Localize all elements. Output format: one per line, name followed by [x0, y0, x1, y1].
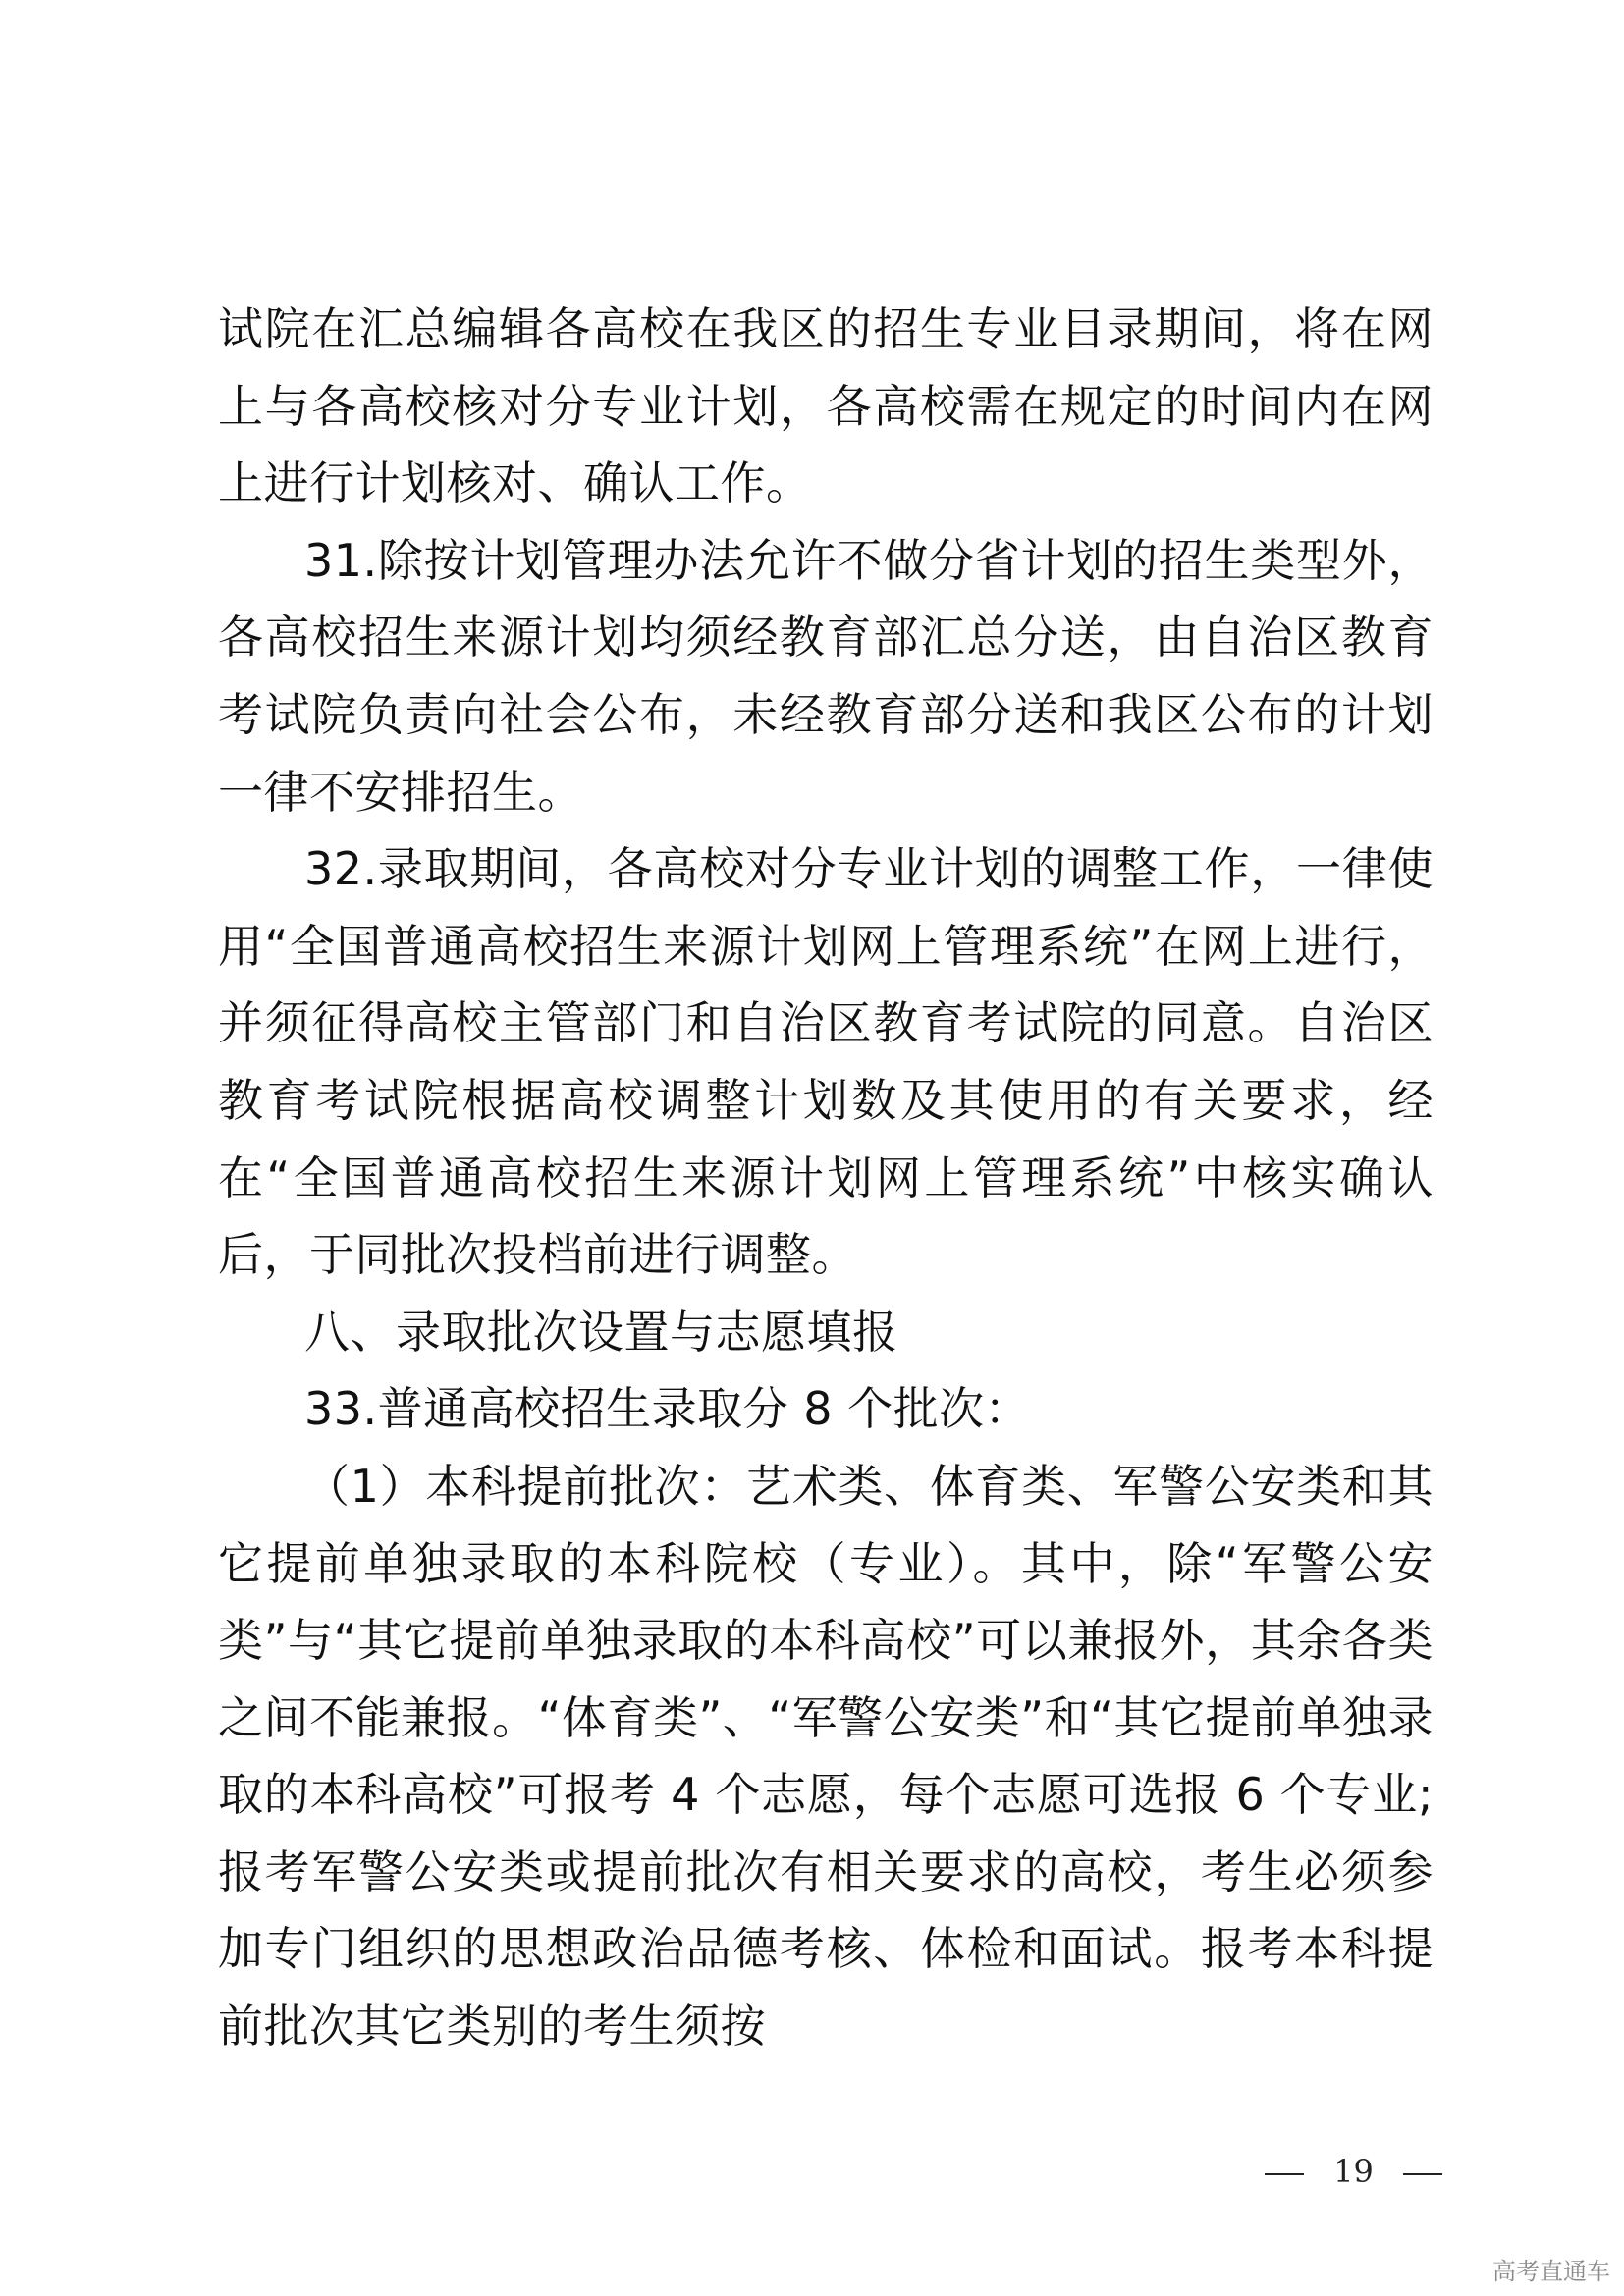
page-number: 19 [1333, 2153, 1374, 2190]
paragraph-clause-32: 32.录取期间，各高校对分专业计划的调整工作，一律使用“全国普通高校招生来源计划网上管理系统”在网上进行，并须征得高校主管部门和自治区教育考试院的同意。自治区教育考试院根据高校调整计划数及其使用的有关要求，经在“全国普通高校招生来源计划网上管理系统”中核实确认后，于同批次投档前进行调整。 [218, 842, 1434, 1282]
document-body [218, 291, 1434, 2065]
paragraph-clause-31: 31.除按计划管理办法允许不做分省计划的招生类型外，各高校招生来源计划均须经教育部汇总分送，由自治区教育考试院负责向社会公布，未经教育部分送和我区公布的计划一律不安排招生。 [218, 533, 1434, 819]
paragraph-continuation: 试院在汇总编辑各高校在我区的招生专业目录期间，将在网上与各高校核对分专业计划，各高校需在规定的时间内在网上进行计划核对、确认工作。 [218, 302, 1434, 510]
section-heading-8: 八、录取批次设置与志愿填报 [304, 1305, 898, 1359]
watermark-text: 高考直通车 [1492, 2258, 1610, 2285]
page-footer [1265, 2152, 1441, 2191]
paragraph-clause-33-item-1: （1）本科提前批次：艺术类、体育类、军警公安类和其它提前单独录取的本科院校（专业）。其中，除“军警公安类”与“其它提前单独录取的本科高校”可以兼报外，其余各类之间不能兼报。“体育类”、“军警公安类”和“其它提前单独录取的本科高校”可报考 4 个志愿，每个志愿可选报 6 个专业;报考军警公安类或提前批次有相关要求的高校，考生必须参加专门组织的思想政治品德考核、体检和面试。报考本科提前批次其它类别的考生须按 [218, 1459, 1434, 2054]
footer-dash-left [1265, 2173, 1304, 2175]
footer-dash-right [1403, 2173, 1442, 2175]
paragraph-clause-33: 33.普通高校招生录取分 8 个批次： [304, 1382, 1031, 1436]
